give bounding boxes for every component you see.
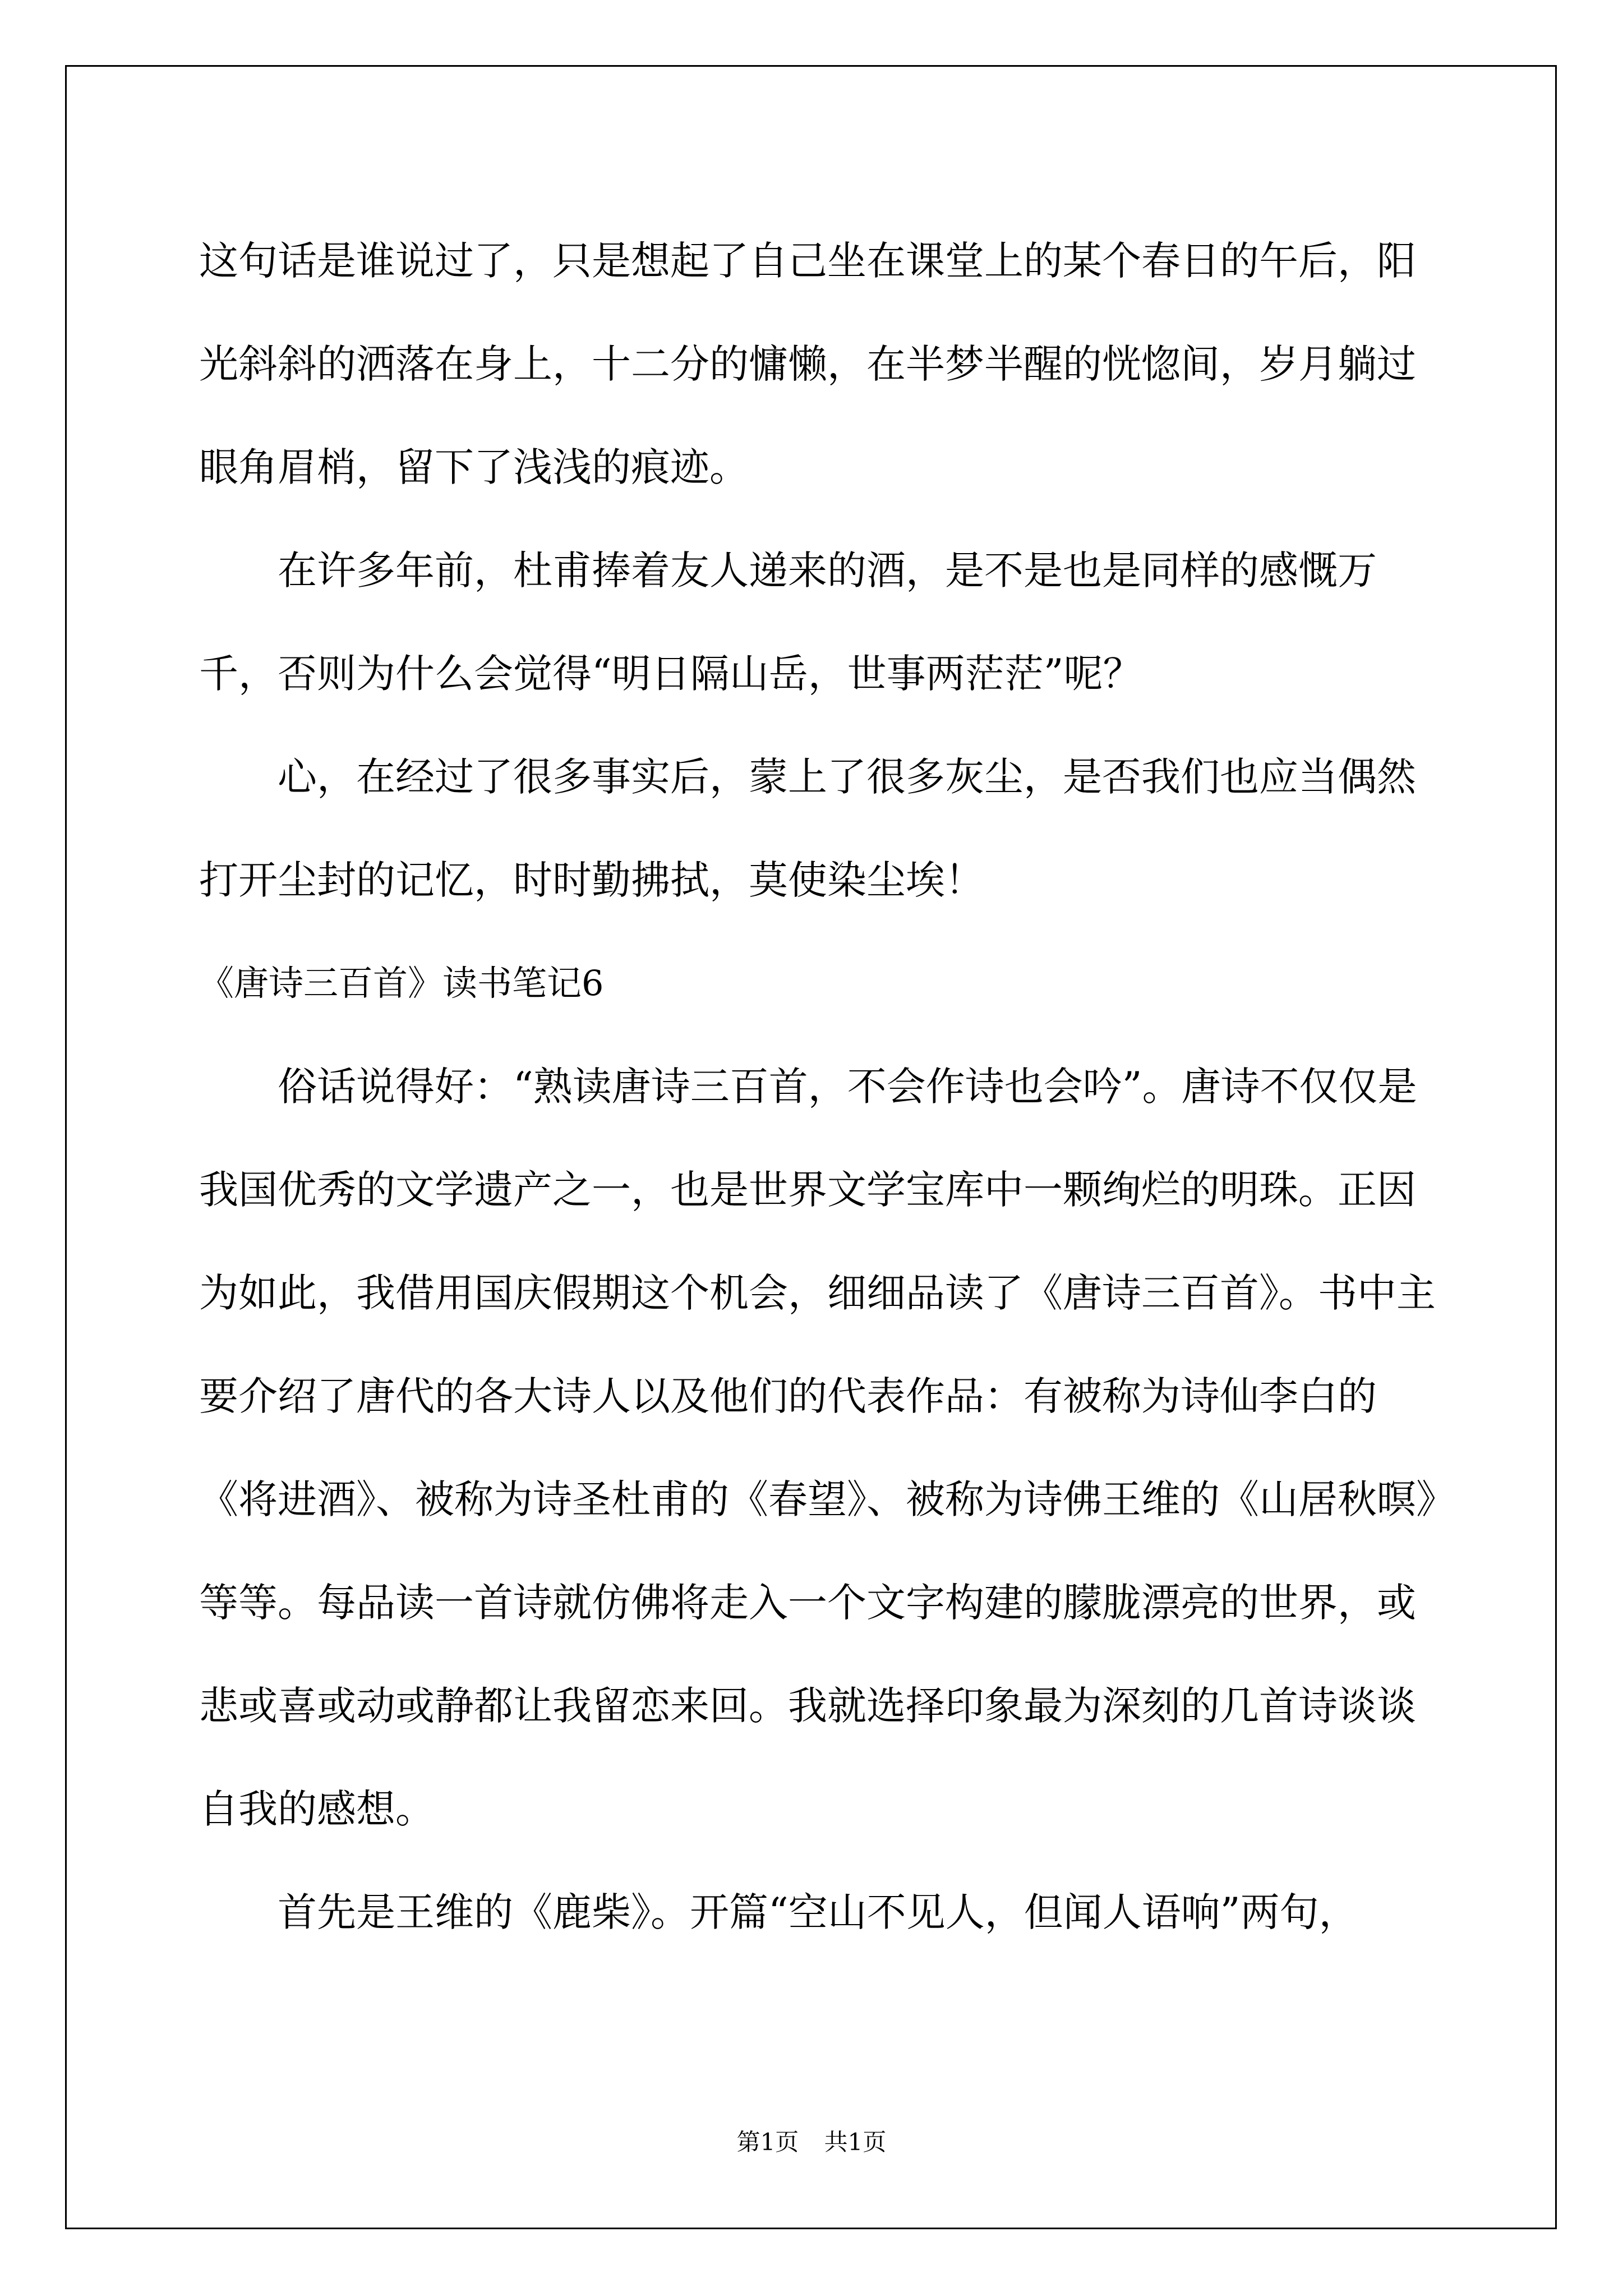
paragraph <box>199 209 1450 519</box>
paragraph-text: 首先是王维的《鹿柴》。开篇“空山不见人，但闻人语响”两句， <box>278 1889 1358 1935</box>
section-title: 《唐诗三百首》读书笔记6 <box>199 963 604 1004</box>
document-body <box>199 209 1450 1964</box>
paragraph-text: 在许多年前，杜甫捧着友人递来的酒，是不是也是同样的感慨万千，否则为什么会觉得“明日隔山岳，世事两茫茫”呢？ <box>199 547 1377 697</box>
paragraph <box>199 1035 1450 1861</box>
page-total: 共1页 <box>824 2128 887 2156</box>
paragraph-text: 心，在经过了很多事实后，蒙上了很多灰尘，是否我们也应当偶然打开尘封的记忆，时时勤拂拭，莫使染尘埃！ <box>199 754 1416 903</box>
paragraph <box>199 1861 1450 1964</box>
paragraph-text: 俗话说得好：“熟读唐诗三百首，不会作诗也会吟”。唐诗不仅仅是我国优秀的文学遗产之一，也是世界文学宝库中一颗绚烂的明珠。正因为如此，我借用国庆假期这个机会，细细品读了《唐诗三百首》。书中主要介绍了唐代的各大诗人以及他们的代表作品：有被称为诗仙李白的《将进酒》、被称为诗圣杜甫的《春望》、被称为诗佛王维的《山居秋暝》等等。每品读一首诗就仿佛将走入一个文字构建的朦胧漂亮的世界，或悲或喜或动或静都让我留恋来回。我就选择印象最为深刻的几首诗谈谈自我的感想。 <box>199 1064 1436 1832</box>
paragraph <box>199 519 1450 725</box>
paragraph <box>199 725 1450 932</box>
page-number: 第1页 <box>736 2128 799 2156</box>
page-footer <box>0 2124 1623 2157</box>
paragraph-text: 这句话是谁说过了，只是想起了自己坐在课堂上的某个春日的午后，阳光斜斜的洒落在身上，十二分的慵懒，在半梦半醒的恍惚间，岁月躺过眼角眉梢，留下了浅浅的痕迹。 <box>199 238 1416 490</box>
